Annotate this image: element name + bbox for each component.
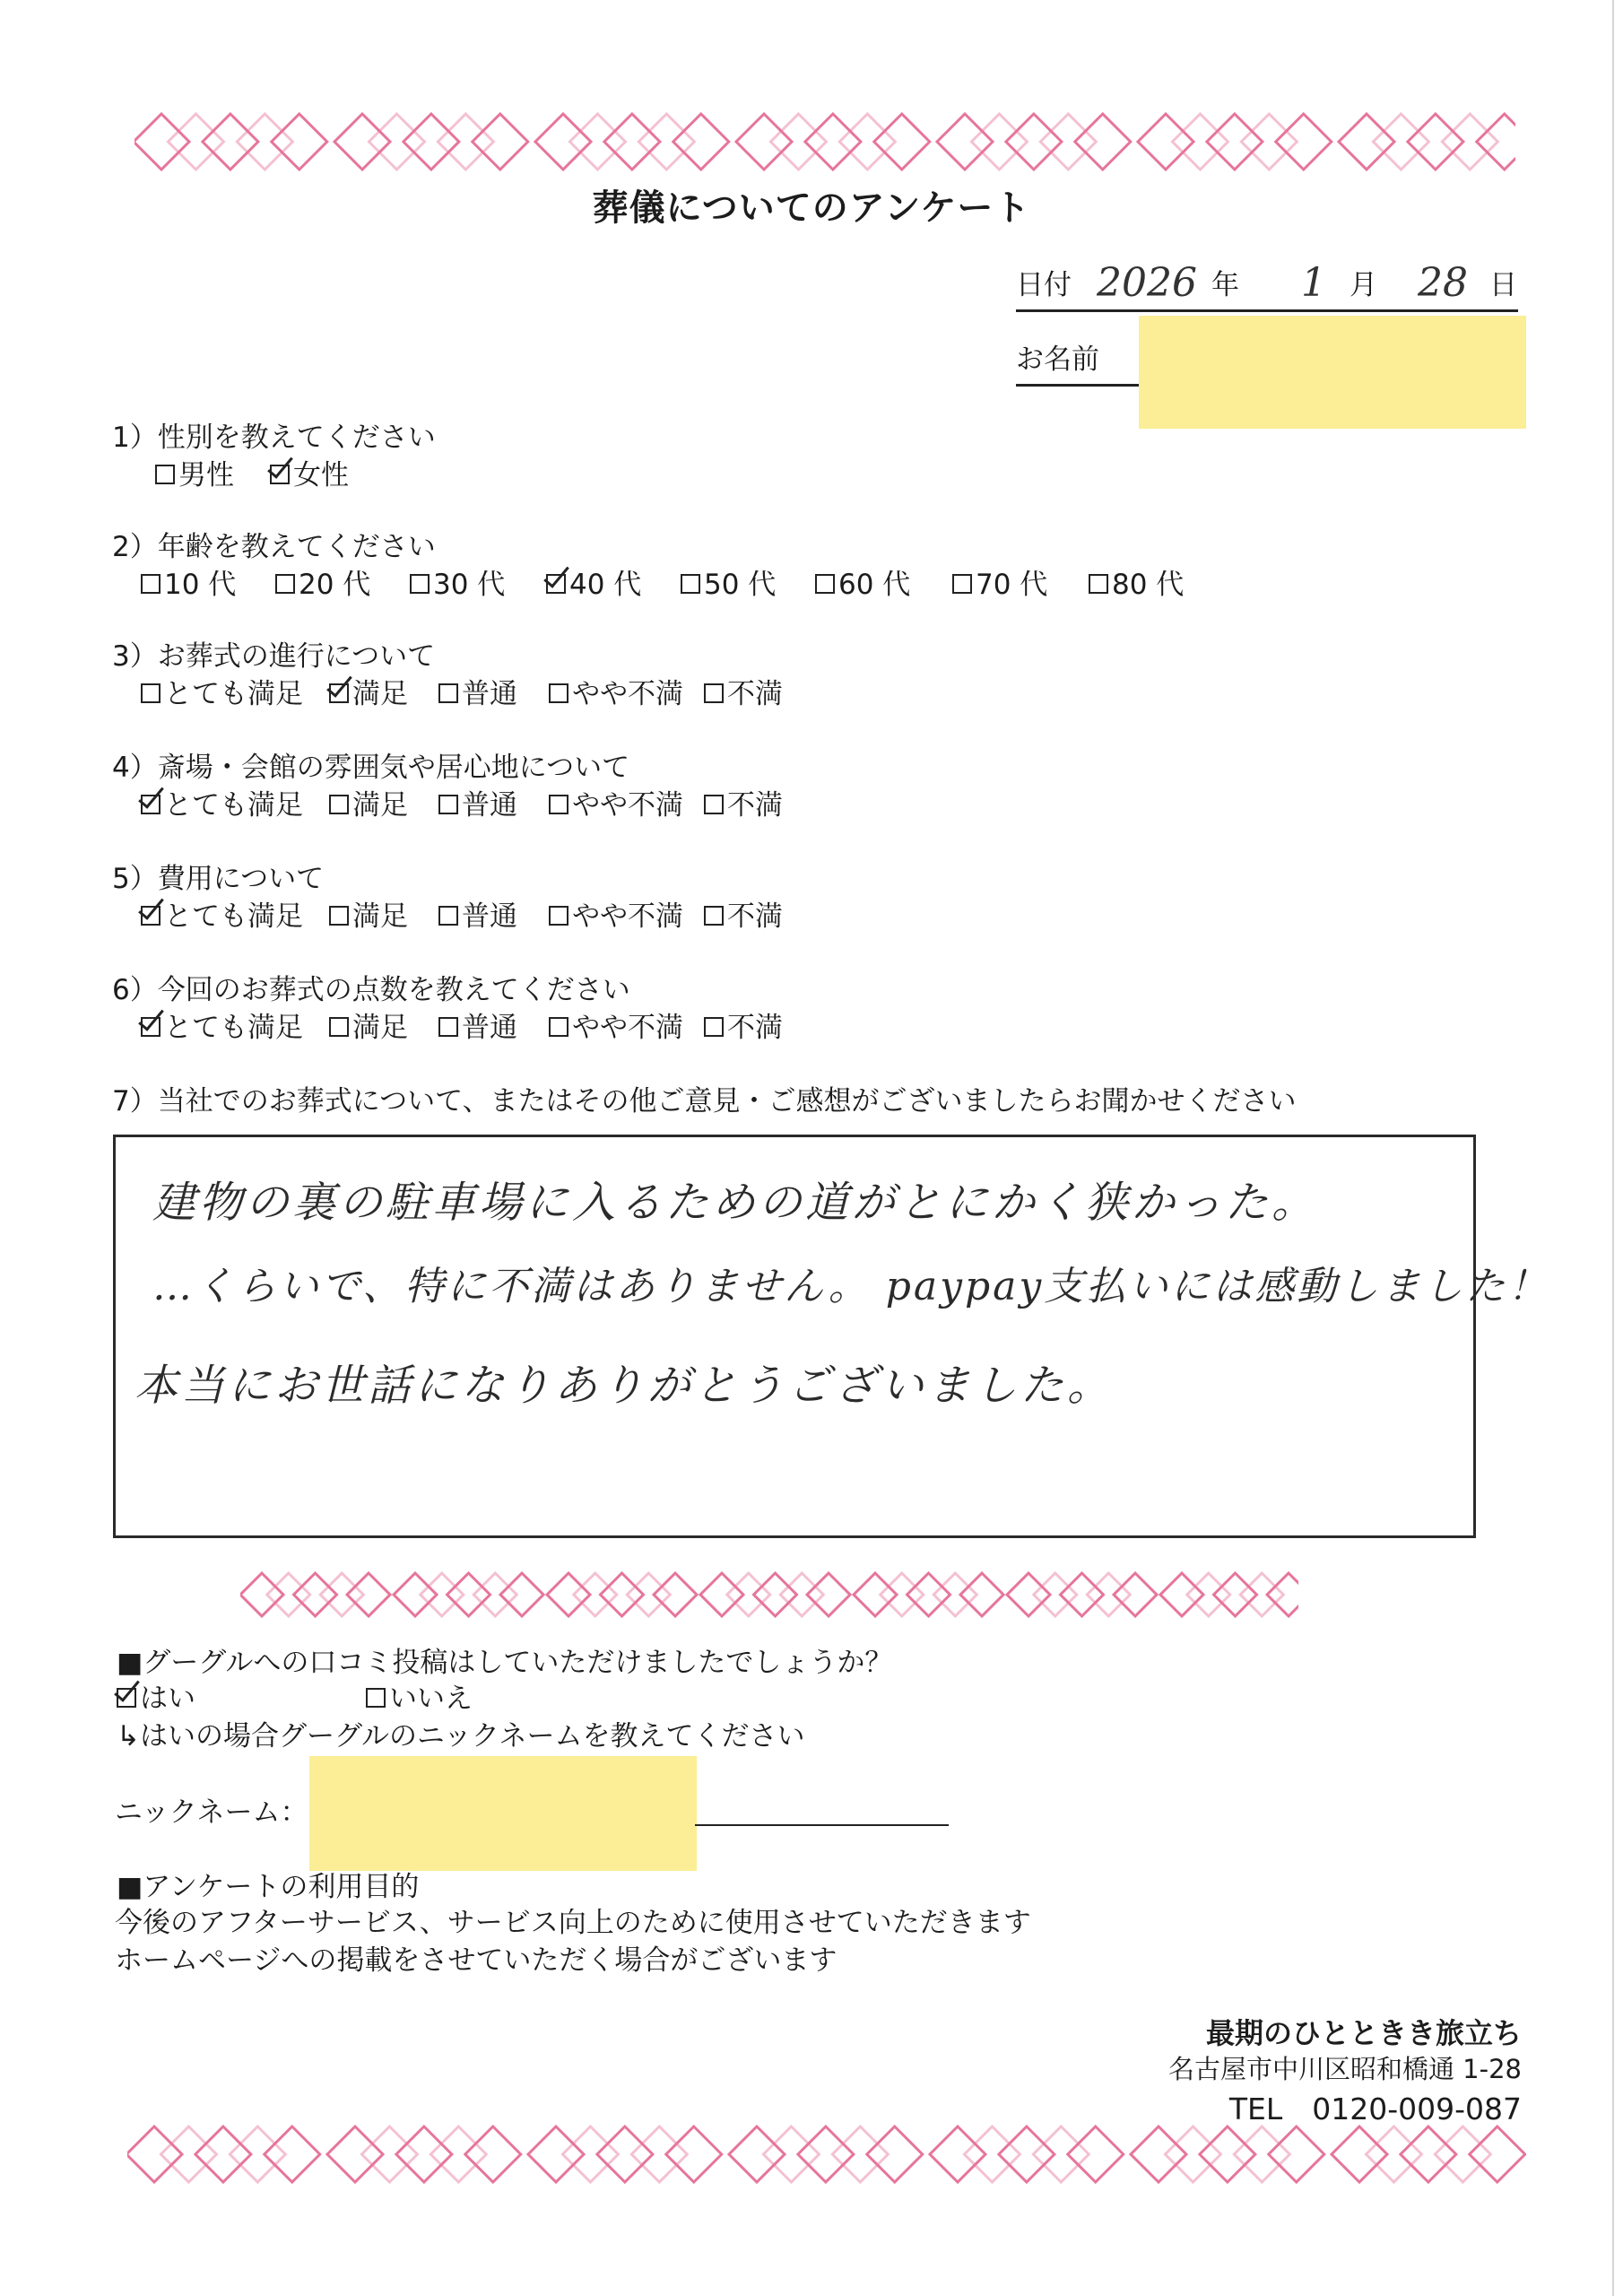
- google-no-checkbox[interactable]: [366, 1688, 386, 1708]
- option-item[interactable]: [704, 1004, 783, 1045]
- ornament-diamond: [666, 2126, 722, 2182]
- date-day: 28: [1418, 260, 1468, 306]
- option-item[interactable]: [1089, 561, 1184, 602]
- option-label: 不満: [727, 1012, 783, 1044]
- question-1-options: [155, 452, 1410, 491]
- ornament-diamond: [807, 1573, 850, 1616]
- option-checkbox[interactable]: [704, 795, 724, 814]
- option-item[interactable]: [952, 561, 1047, 602]
- page-edge: [1612, 0, 1614, 2296]
- ornament-diamond: [727, 1573, 770, 1616]
- ornament-diamond: [839, 114, 895, 170]
- option-checkbox[interactable]: [549, 1017, 568, 1037]
- name-redaction: [1139, 316, 1526, 429]
- ornament-diamond: [780, 1573, 823, 1616]
- question-6-options: [141, 1004, 1396, 1044]
- ornament-diamond: [1075, 114, 1131, 170]
- ornament-diamond: [1061, 1573, 1104, 1616]
- option-checkbox[interactable]: [155, 465, 175, 484]
- ornament-diamond: [604, 114, 660, 170]
- option-item[interactable]: [438, 893, 517, 934]
- ornament-diamond: [562, 2126, 618, 2182]
- ornament-diamond: [964, 2126, 1020, 2182]
- google-no-option[interactable]: [366, 1675, 473, 1716]
- ornament-diamond: [1276, 114, 1332, 170]
- ornament-diamond: [230, 2126, 285, 2182]
- ornament-diamond: [1366, 2126, 1421, 2182]
- ornament-diamond: [327, 2126, 383, 2182]
- google-nickname-prompt: ↳はいの場合グーグルのニックネームを教えてください: [117, 1720, 805, 1752]
- google-options: [117, 1675, 744, 1715]
- ornament-diamond: [1087, 1573, 1130, 1616]
- ornament-diamond: [438, 114, 493, 170]
- name-label: お名前: [1016, 344, 1099, 376]
- ornament-diamond: [638, 114, 694, 170]
- option-item[interactable]: [549, 893, 683, 934]
- option-checkbox[interactable]: [329, 906, 349, 926]
- option-checkbox[interactable]: [549, 795, 568, 814]
- ornament-diamond: [574, 1573, 617, 1616]
- ornament-diamond: [999, 2126, 1055, 2182]
- middle-diamond-ornament: [240, 1568, 1298, 1622]
- ornament-diamond: [1033, 2126, 1089, 2182]
- ornament-diamond: [168, 114, 223, 170]
- ornament-diamond: [203, 114, 258, 170]
- option-checkbox[interactable]: [141, 795, 161, 814]
- option-checkbox[interactable]: [681, 574, 700, 594]
- option-checkbox[interactable]: [549, 906, 568, 926]
- ornament-diamond: [1172, 114, 1228, 170]
- ornament-diamond: [1006, 114, 1062, 170]
- company-address: 名古屋市中川区昭和橋通 1-28: [1167, 2054, 1522, 2084]
- date-year-unit: 年: [1211, 269, 1239, 301]
- option-item[interactable]: [329, 1004, 408, 1045]
- option-checkbox[interactable]: [438, 795, 458, 814]
- ornament-diamond: [396, 2126, 452, 2182]
- option-label: 不満: [727, 678, 783, 710]
- option-item[interactable]: [704, 782, 783, 822]
- option-label: 20 代: [299, 569, 371, 601]
- option-label: 満足: [352, 678, 408, 710]
- option-label: 60 代: [838, 569, 911, 601]
- ornament-diamond: [654, 1573, 697, 1616]
- option-item[interactable]: [141, 561, 236, 602]
- option-label: 女性: [293, 459, 349, 491]
- option-checkbox[interactable]: [704, 683, 724, 703]
- ornament-diamond: [500, 1573, 543, 1616]
- ornament-diamond: [1138, 114, 1193, 170]
- option-checkbox[interactable]: [141, 1017, 161, 1037]
- question-6: 6）今回のお葬式の点数を教えてください: [112, 974, 630, 1006]
- ornament-diamond: [1442, 114, 1497, 170]
- question-5: 5）費用について: [112, 863, 325, 895]
- ornament-diamond: [240, 1573, 283, 1616]
- ornament-diamond: [805, 114, 861, 170]
- option-item[interactable]: [438, 671, 517, 711]
- option-label: 男性: [178, 459, 234, 491]
- ornament-diamond: [265, 2126, 320, 2182]
- question-5-options: [141, 893, 1396, 933]
- question-2-options: [141, 561, 1396, 601]
- ornament-diamond: [1034, 1573, 1077, 1616]
- page-title: 葬儀についてのアンケート: [592, 187, 1031, 229]
- ornament-diamond: [1131, 2126, 1186, 2182]
- ornament-diamond: [867, 2126, 923, 2182]
- option-item[interactable]: [704, 671, 783, 711]
- option-item[interactable]: [141, 1004, 303, 1045]
- option-label: 普通: [462, 678, 517, 710]
- ornament-diamond: [1007, 1573, 1050, 1616]
- option-checkbox[interactable]: [549, 683, 568, 703]
- option-item[interactable]: [329, 671, 408, 711]
- option-checkbox[interactable]: [546, 574, 566, 594]
- company-name: 最期のひとときき旅立ち: [1205, 2016, 1522, 2050]
- option-checkbox[interactable]: [141, 574, 161, 594]
- ornament-diamond: [394, 1573, 437, 1616]
- option-item[interactable]: [438, 782, 517, 822]
- question-1: 1）性別を教えてください: [112, 422, 436, 454]
- option-label: 不満: [727, 789, 783, 822]
- ornament-diamond: [971, 114, 1027, 170]
- date-day-unit: 日: [1489, 269, 1517, 301]
- google-yes-option[interactable]: [117, 1675, 195, 1716]
- ornament-diamond: [736, 114, 792, 170]
- option-label: 80 代: [1112, 569, 1185, 601]
- ornament-diamond: [569, 114, 625, 170]
- ornament-diamond: [535, 114, 591, 170]
- option-label: とても満足: [164, 789, 303, 822]
- option-checkbox[interactable]: [329, 1017, 349, 1037]
- ornament-diamond: [729, 2126, 785, 2182]
- ornament-diamond: [601, 1573, 644, 1616]
- option-label: やや不満: [572, 678, 683, 710]
- option-label: 70 代: [976, 569, 1048, 601]
- option-checkbox[interactable]: [329, 795, 349, 814]
- ornament-diamond: [673, 114, 729, 170]
- ornament-diamond: [1401, 2126, 1456, 2182]
- question-3: 3）お葬式の進行について: [112, 640, 436, 673]
- option-item[interactable]: [704, 893, 783, 934]
- ornament-diamond: [528, 2126, 584, 2182]
- ornament-diamond: [627, 1573, 670, 1616]
- option-label: 普通: [462, 1012, 517, 1044]
- ornament-diamond: [597, 2126, 653, 2182]
- option-checkbox[interactable]: [704, 1017, 724, 1037]
- date-year: 2026: [1097, 260, 1197, 306]
- date-field: [1016, 256, 1518, 312]
- option-item[interactable]: [549, 671, 683, 711]
- ornament-diamond: [237, 114, 292, 170]
- option-label: とても満足: [164, 678, 303, 710]
- ornament-diamond: [127, 2126, 182, 2182]
- option-checkbox[interactable]: [438, 906, 458, 926]
- question-4: 4）斎場・会館の雰囲気や居心地について: [112, 752, 630, 784]
- option-label: 満足: [352, 789, 408, 822]
- ornament-diamond: [1207, 114, 1263, 170]
- option-item[interactable]: [546, 561, 641, 602]
- ornament-diamond: [1068, 2126, 1124, 2182]
- option-label: 不満: [727, 900, 783, 933]
- option-label: やや不満: [572, 1012, 683, 1044]
- ornament-diamond: [1470, 2126, 1525, 2182]
- ornament-diamond: [933, 1573, 976, 1616]
- date-month: 1: [1301, 260, 1326, 306]
- comment-line-2: …くらいで、特に不満はありません。 paypay支払いには感動しました！: [152, 1264, 1550, 1309]
- ornament-diamond: [1165, 2126, 1220, 2182]
- nickname-label: ニックネーム：: [115, 1796, 308, 1829]
- ornament-diamond: [1040, 114, 1096, 170]
- ornament-diamond: [361, 2126, 417, 2182]
- nickname-prompt-text: はいの場合グーグルのニックネームを教えてください: [139, 1720, 805, 1752]
- option-checkbox[interactable]: [270, 465, 290, 484]
- ornament-diamond: [447, 1573, 490, 1616]
- ornament-diamond: [1241, 114, 1297, 170]
- option-label: 10 代: [164, 569, 237, 601]
- ornament-diamond: [1408, 114, 1463, 170]
- ornament-diamond: [161, 2126, 216, 2182]
- option-item[interactable]: [270, 452, 349, 492]
- google-yes-checkbox[interactable]: [117, 1688, 136, 1708]
- option-checkbox[interactable]: [141, 906, 161, 926]
- option-label: 満足: [352, 1012, 408, 1044]
- ornament-diamond: [195, 2126, 251, 2182]
- option-label: 40 代: [569, 569, 642, 601]
- ornament-diamond: [763, 2126, 819, 2182]
- ornament-diamond: [1114, 1573, 1157, 1616]
- comment-line-3: 本当にお世話になりありがとうございました。: [135, 1361, 1115, 1411]
- question-3-options: [141, 671, 1396, 710]
- google-yes-label: はい: [140, 1683, 195, 1715]
- ornament-diamond: [874, 114, 930, 170]
- option-item[interactable]: [438, 1004, 517, 1045]
- ornament-diamond: [1240, 1573, 1283, 1616]
- ornament-diamond: [907, 1573, 950, 1616]
- ornament-diamond: [267, 1573, 310, 1616]
- option-item[interactable]: [329, 782, 408, 822]
- option-label: 満足: [352, 900, 408, 933]
- ornament-diamond: [1339, 114, 1394, 170]
- option-checkbox[interactable]: [438, 683, 458, 703]
- name-field: [1016, 332, 1141, 387]
- option-label: とても満足: [164, 900, 303, 933]
- ornament-diamond: [547, 1573, 590, 1616]
- ornament-diamond: [473, 114, 528, 170]
- option-label: やや不満: [572, 900, 683, 933]
- option-label: とても満足: [164, 1012, 303, 1044]
- ornament-diamond: [1160, 1573, 1203, 1616]
- ornament-diamond: [404, 114, 459, 170]
- date-month-unit: 月: [1350, 269, 1377, 301]
- option-label: 50 代: [704, 569, 777, 601]
- option-checkbox[interactable]: [410, 574, 430, 594]
- option-checkbox[interactable]: [275, 574, 295, 594]
- top-diamond-ornament: [135, 106, 1515, 178]
- ornament-diamond: [960, 1573, 1003, 1616]
- purpose-line-1: 今後のアフターサービス、サービス向上のために使用させていただきます: [115, 1907, 1031, 1939]
- option-label: 30 代: [433, 569, 506, 601]
- ornament-diamond: [465, 2126, 521, 2182]
- purpose-heading: ■アンケートの利用目的: [117, 1871, 420, 1903]
- ornament-diamond: [770, 114, 826, 170]
- option-checkbox[interactable]: [704, 906, 724, 926]
- ornament-diamond: [937, 114, 993, 170]
- option-item[interactable]: [681, 561, 776, 602]
- ornament-diamond: [272, 114, 327, 170]
- date-label: 日付: [1016, 269, 1072, 301]
- ornament-diamond: [1214, 1573, 1257, 1616]
- ornament-diamond: [1373, 114, 1428, 170]
- option-checkbox[interactable]: [438, 1017, 458, 1037]
- option-item[interactable]: [141, 782, 303, 822]
- option-item[interactable]: [815, 561, 910, 602]
- company-tel: TEL 0120-009-087: [1228, 2092, 1522, 2126]
- google-no-label: いいえ: [389, 1683, 473, 1715]
- ornament-diamond: [473, 1573, 516, 1616]
- option-item[interactable]: [410, 561, 505, 602]
- ornament-diamond: [631, 2126, 687, 2182]
- ornament-diamond: [1187, 1573, 1230, 1616]
- question-2: 2）年齢を教えてください: [112, 531, 436, 563]
- ornament-diamond: [930, 2126, 985, 2182]
- ornament-diamond: [369, 114, 424, 170]
- ornament-diamond: [135, 114, 189, 170]
- ornament-diamond: [421, 1573, 464, 1616]
- option-item[interactable]: [141, 671, 303, 711]
- comment-line-1: 建物の裏の駐車場に入るための道がとにかく狭かった。: [152, 1178, 1319, 1228]
- question-4-options: [141, 782, 1396, 822]
- option-item[interactable]: [549, 782, 683, 822]
- ornament-diamond: [854, 1573, 897, 1616]
- ornament-diamond: [1332, 2126, 1387, 2182]
- ornament-diamond: [334, 114, 390, 170]
- purpose-line-2: ホームページへの掲載をさせていただく場合がございます: [115, 1944, 838, 1977]
- ornament-diamond: [320, 1573, 363, 1616]
- ornament-diamond: [881, 1573, 924, 1616]
- ornament-diamond: [1200, 2126, 1255, 2182]
- option-item[interactable]: [275, 561, 370, 602]
- bottom-diamond-ornament: [127, 2118, 1526, 2190]
- ornament-diamond: [798, 2126, 854, 2182]
- ornament-diamond: [347, 1573, 390, 1616]
- ornament-diamond: [754, 1573, 797, 1616]
- nickname-redaction: [309, 1756, 697, 1871]
- option-label: 普通: [462, 789, 517, 822]
- ornament-diamond: [1234, 2126, 1289, 2182]
- option-checkbox[interactable]: [329, 683, 349, 703]
- option-item[interactable]: [155, 452, 234, 492]
- ornament-diamond: [832, 2126, 888, 2182]
- option-checkbox[interactable]: [952, 574, 972, 594]
- option-label: やや不満: [572, 789, 683, 822]
- google-question: ■グーグルへの口コミ投稿はしていただけましたでしょうか？: [117, 1647, 893, 1679]
- option-item[interactable]: [141, 893, 303, 934]
- ornament-diamond: [1269, 2126, 1324, 2182]
- option-checkbox[interactable]: [1089, 574, 1108, 594]
- nickname-underline: [695, 1824, 949, 1826]
- option-item[interactable]: [549, 1004, 683, 1045]
- ornament-diamond: [1435, 2126, 1490, 2182]
- option-checkbox[interactable]: [815, 574, 835, 594]
- option-checkbox[interactable]: [141, 683, 161, 703]
- option-item[interactable]: [329, 893, 408, 934]
- option-label: 普通: [462, 900, 517, 933]
- ornament-diamond: [430, 2126, 486, 2182]
- question-7: 7）当社でのお葬式について、またはその他ご意見・ご感想がございましたらお聞かせください: [112, 1085, 1297, 1118]
- ornament-diamond: [700, 1573, 743, 1616]
- ornament-diamond: [294, 1573, 337, 1616]
